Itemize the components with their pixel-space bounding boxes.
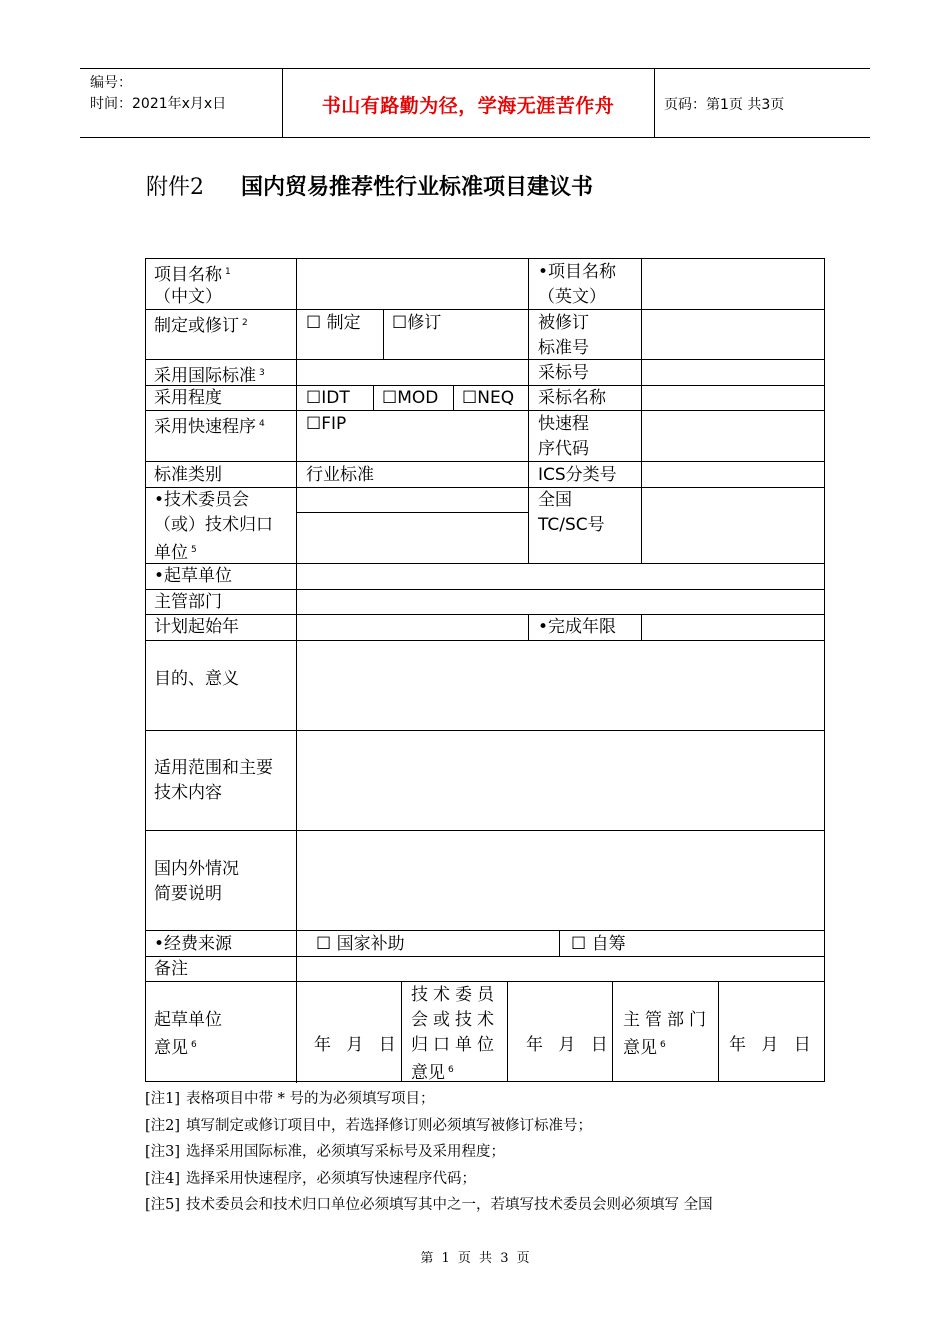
name-cn-label: 项目名称 $^1$ [154, 265, 231, 285]
col-line [528, 487, 529, 563]
fast-code-label-2: 序代码 [538, 439, 589, 459]
col-line [296, 640, 297, 1083]
note-item: [注5] 技术委员会和技术归口单位必须填写其中之一，若填写技术委员会则必须填写 全国 [145, 1197, 713, 1213]
col-line [401, 981, 402, 1081]
revise-checkbox[interactable]: ☐修订 [392, 313, 442, 333]
col-line [718, 981, 719, 1081]
row-line [146, 930, 824, 931]
scope-label: 适用范围和主要 [154, 758, 273, 778]
col-line [641, 259, 642, 563]
purpose-label: 目的、意义 [154, 669, 239, 689]
row-line [146, 359, 824, 360]
row-line [296, 512, 528, 513]
motto-text: 书山有路勤为径，学海无涯苦作舟 [321, 95, 615, 117]
fast-label: 采用快速程序 $^4$ [154, 417, 265, 437]
start-year-label: 计划起始年 [154, 617, 239, 637]
self-funding-checkbox[interactable]: ☐ 自筹 [571, 934, 626, 954]
tc-label-3: 单位 $^5$ [154, 543, 197, 563]
header-meta-cell [80, 69, 283, 137]
serial-label: 编号： [90, 75, 132, 91]
authority-label: 主管部门 [154, 592, 222, 612]
drafter-opinion-date: 年 月 日 [314, 1035, 401, 1055]
situation-label-2: 简要说明 [154, 884, 222, 904]
row-line [146, 589, 824, 590]
tc-opinion-label: 技术委员 [411, 985, 499, 1005]
row-line [146, 981, 824, 982]
col-line [373, 385, 374, 410]
attachment-label: 附件2 [146, 175, 204, 200]
name-en-sub: （英文） [538, 287, 606, 307]
ics-label: ICS分类号 [538, 465, 617, 485]
col-line [453, 385, 454, 410]
degree-label: 采用程度 [154, 388, 222, 408]
notes-section [145, 1086, 713, 1219]
tc-label-2: （或）技术归口 [154, 515, 273, 535]
col-line [383, 309, 384, 359]
row-line [146, 640, 824, 641]
note-item: [注1] 表格项目中带 * 号的为必须填写项目； [145, 1091, 435, 1107]
tc-opinion-label-4: 意见 $^6$ [411, 1063, 454, 1083]
row-line [146, 614, 824, 615]
idt-checkbox[interactable]: ☐IDT [306, 388, 350, 408]
state-funding-checkbox[interactable]: ☐ 国家补助 [316, 934, 405, 954]
drafter-opinion-label: 起草单位 [154, 1010, 222, 1030]
col-line [559, 930, 560, 956]
col-line [612, 981, 613, 1081]
fast-code-label: 快速程 [538, 414, 589, 434]
row-line [146, 461, 824, 462]
row-line [146, 309, 824, 310]
col-line [507, 981, 508, 1081]
funding-label: •经费来源 [154, 934, 233, 954]
note-item: [注3] 选择采用国际标准，必须填写采标号及采用程度； [145, 1144, 506, 1160]
adopt-no-label: 采标号 [538, 363, 589, 383]
category-value: 行业标准 [306, 465, 374, 485]
fip-checkbox[interactable]: ☐FIP [306, 414, 347, 434]
end-year-label: •完成年限 [538, 617, 617, 637]
header-motto-cell [282, 69, 655, 137]
row-line [146, 956, 824, 957]
mod-checkbox[interactable]: ☐MOD [382, 388, 439, 408]
time-text: 时间：2021年x月x日 [90, 96, 227, 112]
remarks-label: 备注 [154, 959, 188, 979]
authority-opinion-label-2: 意见 $^6$ [623, 1038, 666, 1058]
authority-opinion-date: 年 月 日 [729, 1035, 816, 1055]
adopt-name-label: 采标名称 [538, 388, 606, 408]
proposal-form-table [145, 258, 825, 1082]
drafter-opinion-label-2: 意见 $^6$ [154, 1038, 197, 1058]
name-en-label: •项目名称 [538, 262, 617, 282]
note-item: [注4] 选择采用快速程序，必须填写快速程序代码； [145, 1170, 477, 1187]
tc-label: •技术委员会 [154, 490, 250, 510]
title-main: 国内贸易推荐性行业标准项目建议书 [241, 175, 594, 200]
intl-std-label: 采用国际标准 $^3$ [154, 366, 265, 386]
tcsc-label: 全国 [538, 490, 572, 510]
category-label: 标准类别 [154, 465, 222, 485]
drafter-label: •起草单位 [154, 566, 233, 586]
neq-checkbox[interactable]: ☐NEQ [462, 388, 515, 408]
name-cn-sub: （中文） [154, 287, 222, 307]
document-title [146, 170, 593, 201]
note-item: [注2] 填写制定或修订项目中，若选择修订则必须填写被修订标准号； [145, 1117, 593, 1134]
row-line [146, 830, 824, 831]
col-line [641, 614, 642, 640]
tc-opinion-date: 年 月 日 [526, 1035, 613, 1055]
revised-std-label-2: 标准号 [538, 338, 589, 358]
page-number-text: 页码：第1页 共3页 [664, 97, 785, 113]
tcsc-label-2: TC/SC号 [538, 515, 605, 535]
page-footer: 第 1 页 共 3 页 [420, 1251, 530, 1266]
col-line [528, 259, 529, 487]
revised-std-label: 被修订 [538, 313, 589, 333]
authority-opinion-label: 主管部门 [623, 1010, 711, 1030]
tc-opinion-label-3: 归口单位 [411, 1035, 499, 1055]
scope-label-2: 技术内容 [154, 783, 222, 803]
make-checkbox[interactable]: ☐ 制定 [306, 313, 361, 333]
situation-label: 国内外情况 [154, 859, 239, 879]
col-line [296, 259, 297, 640]
row-line [146, 563, 824, 564]
revise-label: 制定或修订 $^2$ [154, 316, 248, 336]
page-header [80, 68, 870, 138]
col-line [528, 614, 529, 640]
row-line [146, 730, 824, 731]
tc-opinion-label-2: 会或技术 [411, 1010, 499, 1030]
